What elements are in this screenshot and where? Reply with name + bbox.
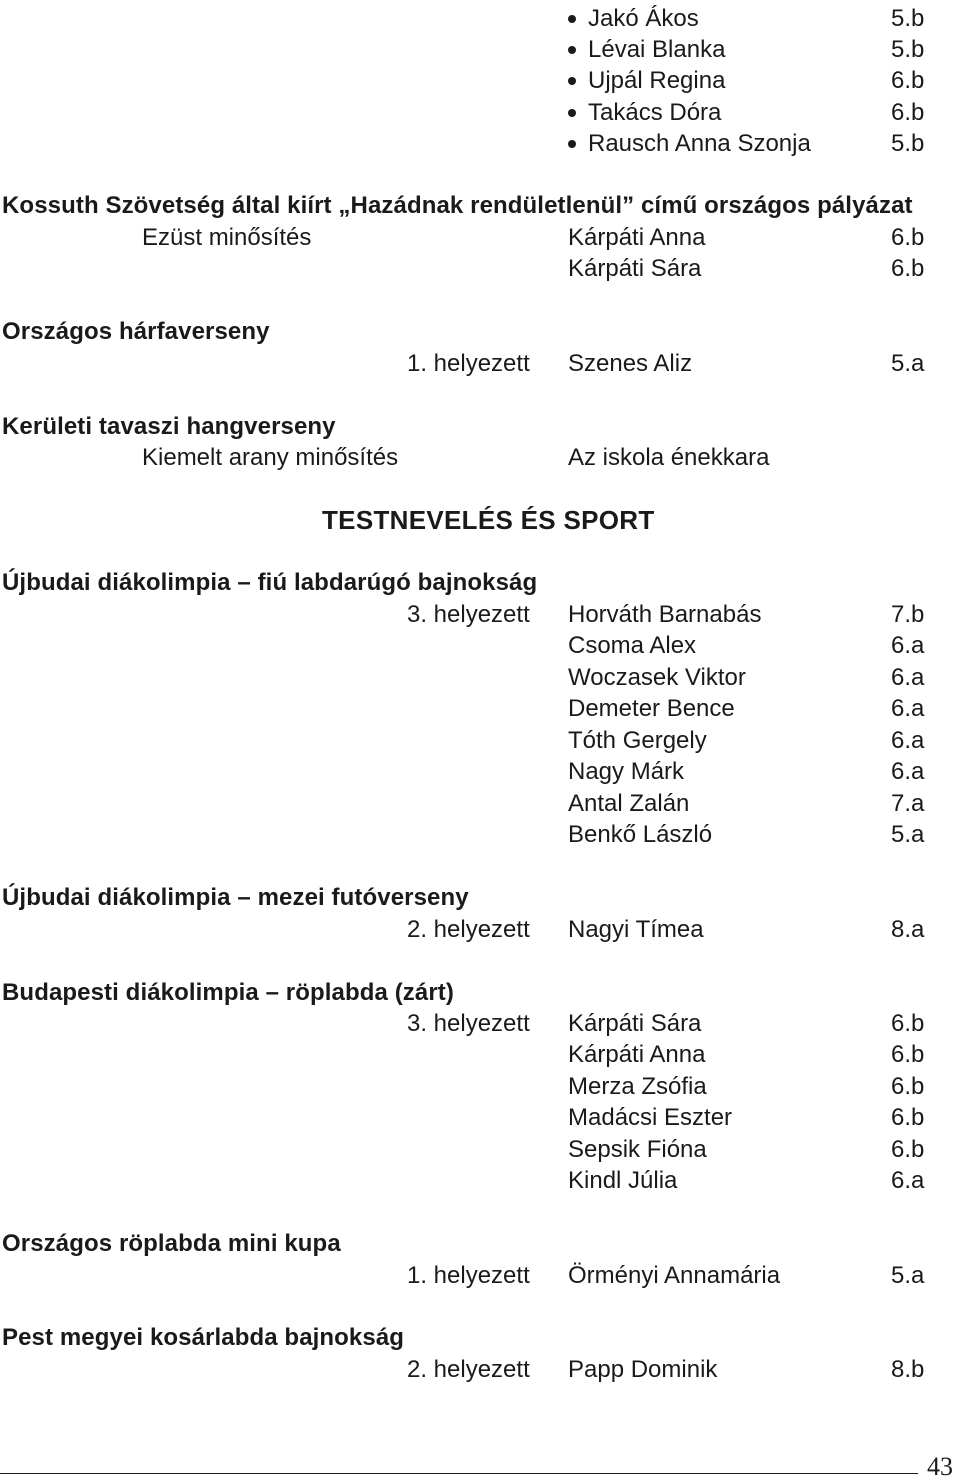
table-row xyxy=(0,1008,960,1039)
section-title: TESTNEVELÉS ÉS SPORT xyxy=(322,505,655,535)
student-class: 6.b xyxy=(891,1136,925,1163)
bullet-icon xyxy=(568,15,576,23)
student-class: 6.a xyxy=(891,1167,925,1194)
placement: 2. helyezett xyxy=(407,1356,530,1383)
table-row xyxy=(0,1071,960,1102)
crosscountry-heading: Újbudai diákolimpia – mezei futóverseny xyxy=(2,884,469,911)
placement: 3. helyezett xyxy=(407,601,530,628)
table-row xyxy=(0,253,960,284)
kossuth-heading: Kossuth Szövetség által kiírt „Hazádnak rendületlenül” című országos pályázat xyxy=(2,192,913,219)
student-name: Ujpál Regina xyxy=(588,67,726,94)
table-row xyxy=(0,1165,960,1196)
list-item xyxy=(0,34,960,65)
student-class: 6.a xyxy=(891,632,925,659)
list-item xyxy=(0,97,960,128)
student-class: 6.b xyxy=(891,99,925,126)
table-row xyxy=(0,1260,960,1291)
student-name: Merza Zsófia xyxy=(568,1073,707,1100)
student-class: 6.b xyxy=(891,1073,925,1100)
harp-heading: Országos hárfaverseny xyxy=(2,318,270,345)
student-name: Kárpáti Anna xyxy=(568,224,706,251)
student-class: 5.a xyxy=(891,350,925,377)
table-row xyxy=(0,788,960,819)
student-class: 6.b xyxy=(891,1010,925,1037)
student-class: 5.b xyxy=(891,36,925,63)
student-class: 8.a xyxy=(891,916,925,943)
ensemble-name: Az iskola énekkara xyxy=(568,444,770,471)
student-class: 6.b xyxy=(891,224,925,251)
placement: 3. helyezett xyxy=(407,1010,530,1037)
student-name: Csoma Alex xyxy=(568,632,697,659)
student-class: 7.a xyxy=(891,790,925,817)
student-name: Nagyi Tímea xyxy=(568,916,704,943)
student-name: Takács Dóra xyxy=(588,99,722,126)
footer-rule xyxy=(0,1473,918,1474)
list-item xyxy=(0,128,960,159)
bullet-icon xyxy=(568,77,576,85)
table-row xyxy=(0,914,960,945)
bullet-icon xyxy=(568,46,576,54)
student-name: Benkő László xyxy=(568,821,713,848)
table-row xyxy=(0,222,960,253)
table-row xyxy=(0,442,960,473)
student-name: Jakó Ákos xyxy=(588,5,699,32)
table-row xyxy=(0,599,960,630)
student-name: Nagy Márk xyxy=(568,758,685,785)
award-label: Kiemelt arany minősítés xyxy=(142,444,399,471)
student-class: 6.a xyxy=(891,727,925,754)
table-row xyxy=(0,630,960,661)
volleyball-heading: Budapesti diákolimpia – röplabda (zárt) xyxy=(2,979,454,1006)
table-row xyxy=(0,1039,960,1070)
bullet-icon xyxy=(568,140,576,148)
page-number: 43 xyxy=(927,1452,953,1481)
student-name: Kindl Júlia xyxy=(568,1167,678,1194)
student-name: Papp Dominik xyxy=(568,1356,718,1383)
table-row xyxy=(0,1354,960,1385)
student-name: Lévai Blanka xyxy=(588,36,726,63)
football-heading: Újbudai diákolimpia – fiú labdarúgó bajnokság xyxy=(2,569,538,596)
table-row xyxy=(0,819,960,850)
student-name: Örményi Annamária xyxy=(568,1262,781,1289)
student-name: Sepsik Fióna xyxy=(568,1136,707,1163)
student-class: 5.a xyxy=(891,821,925,848)
basketball-heading: Pest megyei kosárlabda bajnokság xyxy=(2,1324,405,1351)
list-item xyxy=(0,65,960,96)
list-item xyxy=(0,3,960,34)
placement: 2. helyezett xyxy=(407,916,530,943)
student-class: 6.a xyxy=(891,758,925,785)
student-name: Rausch Anna Szonja xyxy=(588,130,811,157)
minicup-heading: Országos röplabda mini kupa xyxy=(2,1230,341,1257)
student-class: 5.a xyxy=(891,1262,925,1289)
student-class: 6.a xyxy=(891,695,925,722)
bullet-icon xyxy=(568,109,576,117)
placement: 1. helyezett xyxy=(407,350,530,377)
student-class: 5.b xyxy=(891,130,925,157)
table-row xyxy=(0,1102,960,1133)
student-class: 8.b xyxy=(891,1356,925,1383)
concert-heading: Kerületi tavaszi hangverseny xyxy=(2,413,336,440)
student-class: 6.b xyxy=(891,1041,925,1068)
student-name: Kárpáti Sára xyxy=(568,255,702,282)
table-row xyxy=(0,662,960,693)
table-row xyxy=(0,1134,960,1165)
student-name: Woczasek Viktor xyxy=(568,664,746,691)
table-row xyxy=(0,725,960,756)
student-class: 6.b xyxy=(891,1104,925,1131)
student-name: Horváth Barnabás xyxy=(568,601,762,628)
student-name: Antal Zalán xyxy=(568,790,690,817)
student-name: Tóth Gergely xyxy=(568,727,707,754)
student-class: 6.b xyxy=(891,255,925,282)
student-class: 7.b xyxy=(891,601,925,628)
student-class: 5.b xyxy=(891,5,925,32)
student-class: 6.a xyxy=(891,664,925,691)
student-name: Szenes Aliz xyxy=(568,350,693,377)
student-name: Demeter Bence xyxy=(568,695,735,722)
table-row xyxy=(0,756,960,787)
table-row xyxy=(0,693,960,724)
student-name: Kárpáti Sára xyxy=(568,1010,702,1037)
student-name: Kárpáti Anna xyxy=(568,1041,706,1068)
table-row xyxy=(0,348,960,379)
placement: 1. helyezett xyxy=(407,1262,530,1289)
student-name: Madácsi Eszter xyxy=(568,1104,733,1131)
student-class: 6.b xyxy=(891,67,925,94)
award-label: Ezüst minősítés xyxy=(142,224,312,251)
